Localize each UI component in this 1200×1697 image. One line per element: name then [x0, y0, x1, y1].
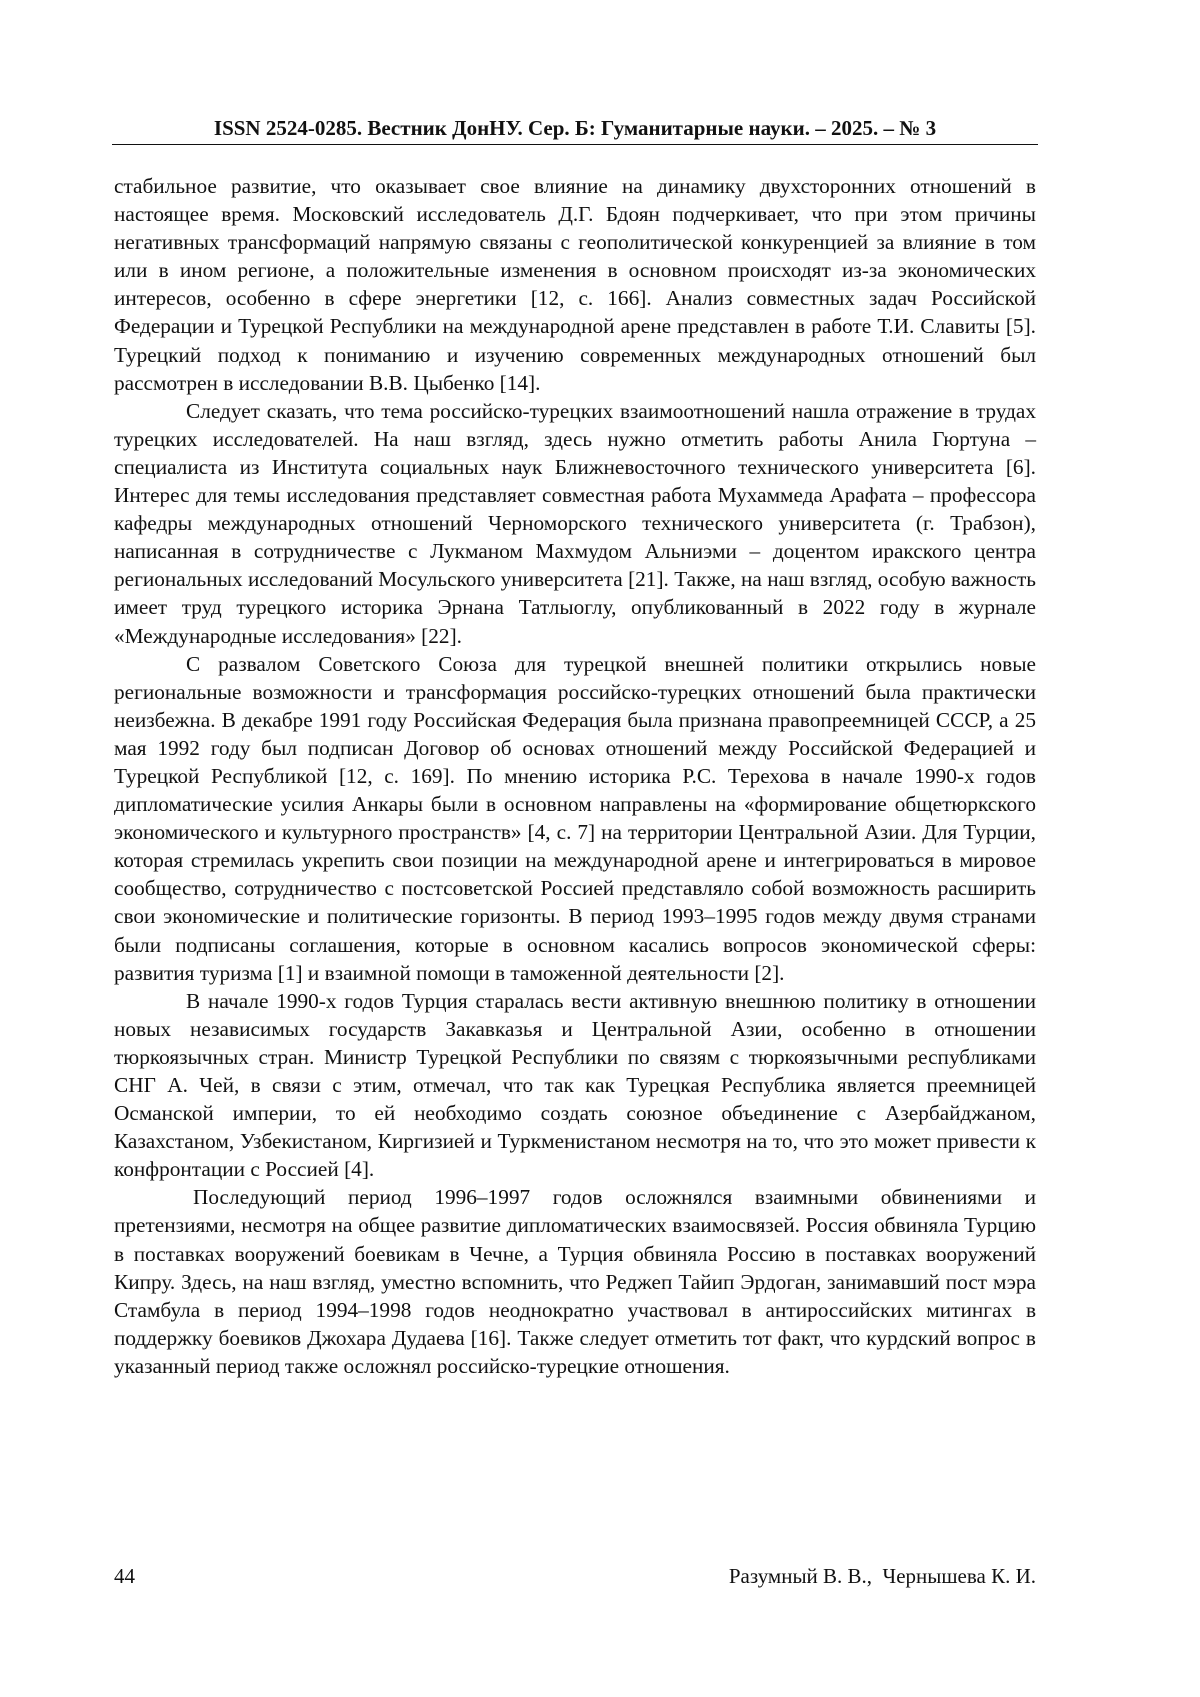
footer-authors: Разумный В. В., Чернышева К. И.	[728, 1564, 1036, 1588]
paragraph-continued: стабильное развитие, что оказывает свое влияние на динамику двухсторонних отношений в настоящее время. Московский исследователь Д.Г. Бдоян подчеркивает, что при этом причины негативных трансформаций напрямую связаны с геополитической конкуренцией за влияние в том или в ином регионе, а положительные изменения в основном происходят из-за экономических интересов, особенно в сфере энергетики [12, с. 166]. Анализ совместных задач Российской Федерации и Турецкой Республики на международной арене представлен в работе Т.И. Славиты [5]. Турецкий подход к пониманию и изучению современных международных отношений был рассмотрен в исследовании В.В. Цыбенко [14].	[114, 174, 1036, 395]
paragraph-early-1990s-policy: В начале 1990-х годов Турция старалась вести активную внешнюю политику в отношении новых независимых государств Закавказья и Центральной Азии, особенно в отношении тюркоязычных стран. Министр Турецкой Республики по связям с тюркоязычными республиками СНГ А. Чей, в связи с этим, отмечал, что так как Турецкая Республика является преемницей Османской империи, то ей необходимо создать союзное объединение с Азербайджаном, Казахстаном, Узбекистаном, Киргизией и Туркменистаном несмотря на то, что это может привести к конфронтации с Россией [4].	[114, 988, 1036, 1182]
paragraph-1996-1997-period: Последующий период 1996–1997 годов осложнялся взаимными обвинениями и претензиями, несмотря на общее развитие дипломатических взаимосвязей. Россия обвиняла Турцию в поставках вооружений боевикам в Чечне, а Турция обвиняла Россию в поставках вооружений Кипру. Здесь, на наш взгляд, уместно вспомнить, что Реджеп Тайип Эрдоган, занимавший пост мэра Стамбула в период 1994–1998 годов неоднократно участвовал в антироссийских митингах в поддержку боевиков Джохара Дудаева [16]. Также следует отметить тот факт, что курдский вопрос в указанный период также осложнял российско-турецкие отношения.	[114, 1185, 1036, 1378]
header-rule	[112, 144, 1038, 145]
running-header: ISSN 2524-0285. Вестник ДонНУ. Сер. Б: Гуманитарные науки. – 2025. – № 3	[213, 116, 937, 140]
paragraph-soviet-collapse: С развалом Советского Союза для турецкой внешней политики открылись новые региональные возможности и трансформация российско-турецких отношений была практически неизбежна. В декабре 1991 году Российская Федерация была признана правопреемницей СССР, а 25 мая 1992 году был подписан Договор об основах отношений между Российской Федерацией и Турецкой Республикой [12, с. 169]. По мнению историка Р.С. Терехова в начале 1990-х годов дипломатические усилия Анкары были в основном направлены на «формирование общетюркского экономического и культурного пространств» [4, с. 7] на территории Центральной Азии. Для Турции, которая стремилась укрепить свои позиции на международной арене и интегрироваться в мировое сообщество, сотрудничество с постсоветской Россией представляло собой возможность расширить свои экономические и политические горизонты. В период 1993–1995 годов между двумя странами были подписаны соглашения, которые в основном касались вопросов экономической сферы: развития туризма [1] и взаимной помощи в таможенной деятельности [2].	[114, 651, 1036, 985]
article-body	[114, 172, 1036, 1380]
page-footer	[114, 1564, 1036, 1588]
page-number: 44	[114, 1564, 135, 1588]
paragraph-turkish-researchers: Следует сказать, что тема российско-турецких взаимоотношений нашла отражение в трудах турецких исследователей. На наш взгляд, здесь нужно отметить работы Анила Гюртуна – специалиста из Института социальных наук Ближневосточного технического университета [6]. Интерес для темы исследования представляет совместная работа Мухаммеда Арафата – профессора кафедры международных отношений Черноморского технического университета (г. Трабзон), написанная в сотрудничестве с Лукманом Махмудом Альниэми – доцентом иракского центра региональных исследований Мосульского университета [21]. Также, на наш взгляд, особую важность имеет труд турецкого историка Эрнана Татлыоглу, опубликованный в 2022 году в журнале «Международные исследования» [22].	[114, 398, 1036, 648]
